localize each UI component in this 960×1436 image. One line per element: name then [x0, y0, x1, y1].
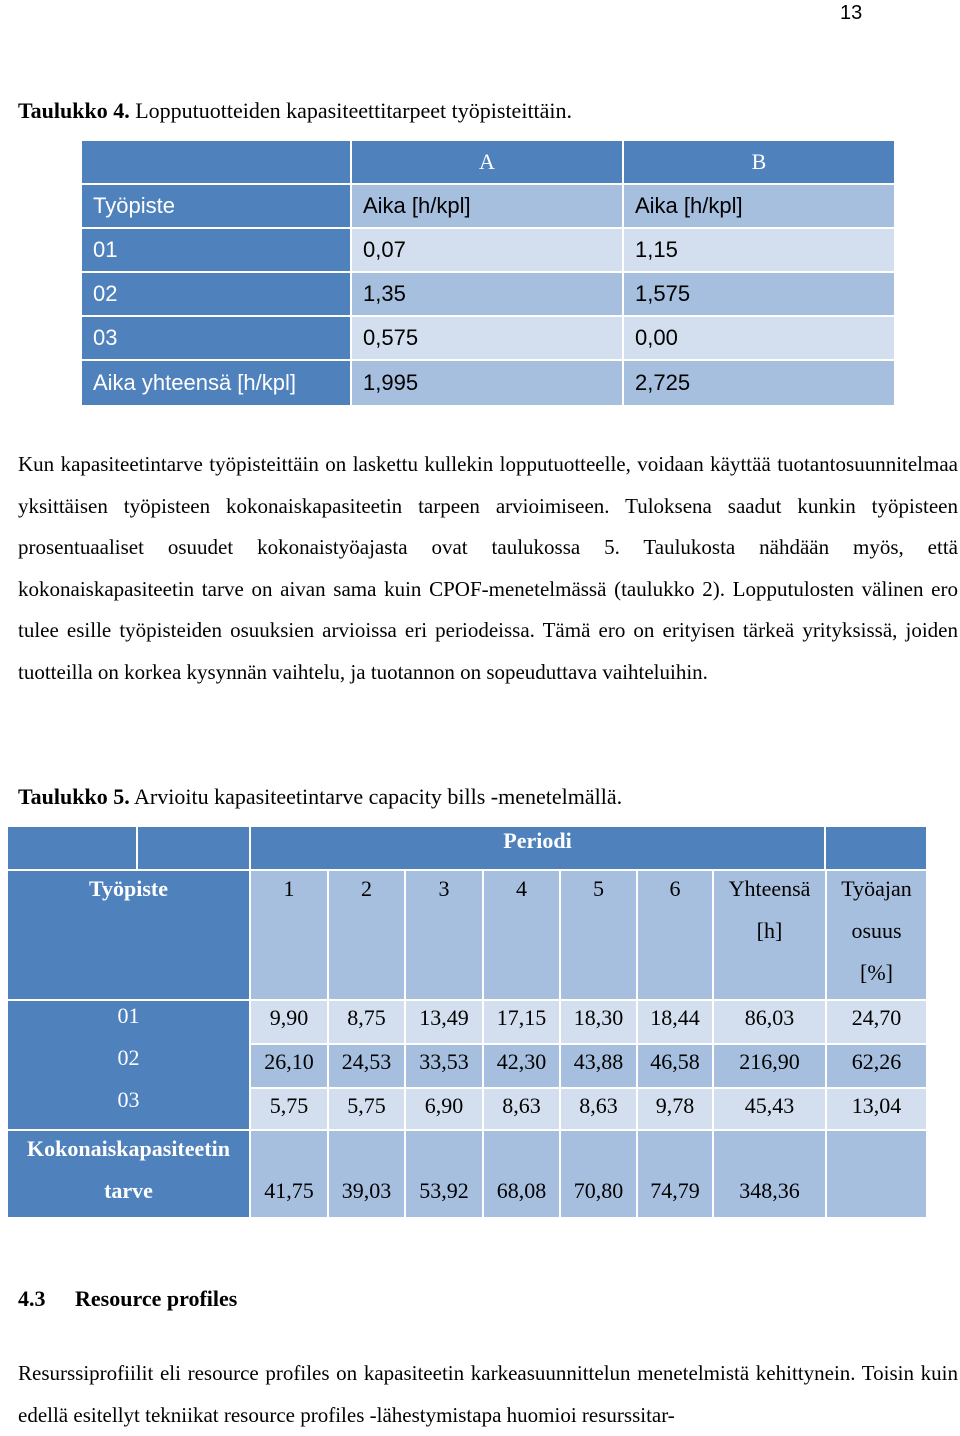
table5-cell — [406, 1045, 482, 1087]
period-header-cell — [406, 871, 482, 999]
table5-periodi-header — [251, 827, 824, 869]
total-value: 53,92 — [419, 1178, 469, 1203]
period-header-cell — [484, 871, 559, 999]
section-number: 4.3 — [18, 1286, 46, 1311]
period-number: 2 — [361, 876, 372, 901]
table5-total-cell — [484, 1131, 559, 1217]
cell-value: 6,90 — [424, 1093, 464, 1118]
share-label: osuus — [851, 918, 902, 943]
table5-cell — [714, 1001, 825, 1043]
table5-total-cell — [561, 1131, 636, 1217]
table5-cell — [329, 1089, 404, 1129]
table5-cell — [329, 1045, 404, 1087]
total-value: 70,80 — [573, 1178, 624, 1203]
table5-corner — [138, 827, 249, 869]
table5-total-cell-empty — [827, 1131, 926, 1217]
total-unit: [h] — [756, 918, 783, 943]
table5-cell — [484, 1089, 559, 1129]
cell-value: 45,43 — [744, 1093, 795, 1118]
table4-cell: 1,35 — [352, 273, 622, 315]
table5-cell — [638, 1045, 712, 1087]
row-label: 01 — [117, 1003, 140, 1028]
section-title: Resource profiles — [75, 1286, 238, 1311]
table5-total-cell — [329, 1131, 404, 1217]
table5-cell — [638, 1001, 712, 1043]
cell-value: 33,53 — [419, 1049, 469, 1074]
table4-col-a: A — [352, 141, 622, 183]
row-label: 03 — [117, 1087, 140, 1112]
table4-caption-label: Taulukko 4. — [18, 98, 130, 123]
total-label: Yhteensä — [728, 876, 811, 901]
table5-cell — [561, 1045, 636, 1087]
cell-value: 17,15 — [496, 1005, 547, 1030]
table4-cell: 0,07 — [352, 229, 622, 271]
table4-row-label: 02 — [82, 273, 350, 315]
table5-cell — [251, 1001, 327, 1043]
cell-value: 62,26 — [851, 1049, 902, 1074]
cell-value: 46,58 — [650, 1049, 700, 1074]
table4-cell: 1,995 — [352, 361, 622, 405]
table5-cell — [406, 1089, 482, 1129]
table4-caption-text: Lopputuotteiden kapasiteettitarpeet työpisteittäin. — [135, 98, 573, 123]
period-header-cell — [561, 871, 636, 999]
total-value: 39,03 — [341, 1178, 392, 1203]
table4-header-workstation: Työpiste — [82, 185, 350, 227]
cell-value: 9,78 — [655, 1093, 695, 1118]
table4-col-b: B — [624, 141, 894, 183]
table5-cell — [484, 1045, 559, 1087]
table5-cell — [638, 1089, 712, 1129]
periodi-label: Periodi — [503, 828, 572, 853]
cell-value: 8,63 — [579, 1093, 618, 1118]
table4-header-time-a: Aika [h/kpl] — [352, 185, 622, 227]
cell-value: 18,44 — [650, 1005, 700, 1030]
table4-row-label: 01 — [82, 229, 350, 271]
share-label: Työajan — [841, 876, 912, 901]
table5-cell — [561, 1089, 636, 1129]
cell-value: 43,88 — [573, 1049, 624, 1074]
cell-value: 24,53 — [341, 1049, 392, 1074]
total-value: 348,36 — [739, 1178, 800, 1203]
table4-cell: 1,575 — [624, 273, 894, 315]
period-number: 1 — [283, 876, 295, 901]
table5-total-header — [714, 871, 825, 999]
table4-cell: 2,725 — [624, 361, 894, 405]
cell-value: 18,30 — [573, 1005, 624, 1030]
table5-caption-label: Taulukko 5. — [18, 784, 130, 809]
table5-total-cell — [406, 1131, 482, 1217]
table5-total-cell — [638, 1131, 712, 1217]
period-number: 3 — [438, 876, 450, 901]
table4-header-time-b: Aika [h/kpl] — [624, 185, 894, 227]
period-header-cell — [638, 871, 712, 999]
table4-row-label: Aika yhteensä [h/kpl] — [82, 361, 350, 405]
table4-row-label: 03 — [82, 317, 350, 359]
table5-cell — [714, 1089, 825, 1129]
table5-cell — [484, 1001, 559, 1043]
period-header-cell — [251, 871, 327, 999]
table5-cell — [251, 1045, 327, 1087]
table5-caption — [18, 784, 622, 810]
total-value: 68,08 — [496, 1178, 547, 1203]
total-value: 74,79 — [650, 1178, 700, 1203]
table5-total-cell — [714, 1131, 825, 1217]
table5-corner — [8, 827, 136, 869]
table5-cell — [561, 1001, 636, 1043]
table5-share-header — [827, 871, 926, 999]
table5-cell — [827, 1089, 926, 1129]
cell-value: 26,10 — [264, 1049, 314, 1074]
table5-row-labels — [8, 1001, 249, 1129]
table5-cell — [406, 1001, 482, 1043]
cell-value: 42,30 — [496, 1049, 547, 1074]
period-number: 4 — [516, 876, 527, 901]
cell-value: 13,04 — [851, 1093, 902, 1118]
cell-value: 5,75 — [347, 1093, 386, 1118]
table4-caption — [18, 98, 572, 124]
section-heading — [18, 1286, 237, 1312]
cell-value: 216,90 — [739, 1049, 800, 1074]
table5-cell — [827, 1001, 926, 1043]
table4-cell: 0,00 — [624, 317, 894, 359]
table5-caption-text: Arvioitu kapasiteetintarve capacity bills -menetelmällä. — [134, 784, 623, 809]
table4-corner — [82, 141, 350, 183]
table5-cell — [329, 1001, 404, 1043]
total-capacity-label: Kokonaiskapasiteetin — [27, 1136, 230, 1161]
table5-corner — [826, 827, 926, 869]
cell-value: 86,03 — [744, 1005, 795, 1030]
cell-value: 13,49 — [419, 1005, 469, 1030]
cell-value: 24,70 — [851, 1005, 902, 1030]
cell-value: 8,63 — [502, 1093, 541, 1118]
page-number: 13 — [840, 2, 863, 24]
row-label: 02 — [117, 1045, 140, 1070]
cell-value: 5,75 — [269, 1093, 309, 1118]
total-capacity-label: tarve — [104, 1178, 153, 1203]
period-number: 6 — [669, 876, 681, 901]
table4-cell: 1,15 — [624, 229, 894, 271]
table5-cell — [714, 1045, 825, 1087]
table5-workstation-header — [8, 871, 249, 999]
workstation-label: Työpiste — [88, 876, 169, 901]
cell-value: 9,90 — [269, 1005, 309, 1030]
table5-cell — [827, 1045, 926, 1087]
period-header-cell — [329, 871, 404, 999]
table5-cell — [251, 1089, 327, 1129]
body-paragraph: Resurssiprofiilit eli resource profiles on kapasiteetin karkeasuunnittelun menetelmistä kehittynein. Toisin kuin edellä esitellyt tekniikat resource profiles -lähestymistapa huomioi resurssitar- — [18, 1361, 958, 1427]
body-paragraph: Kun kapasiteetintarve työpisteittäin on laskettu kullekin lopputuotteelle, voidaan käyttää tuotantosuunnitelmaa yksittäisen työpisteen kokonaiskapasiteetin tarpeen arvioimiseen. Tuloksena saadut kunkin työpisteen prosentuaaliset osuudet kokonaistyöajasta ovat taulukossa 5. Taulukosta nähdään myös, että kokonaiskapasiteetin tarve on aivan sama kuin CPOF-menetelmässä (taulukko 2). Lopputulosten välinen ero tulee esille työpisteiden osuuksien arvioissa eri periodeissa. Tämä ero on erityisen tärkeä yrityksissä, joiden tuotteilla on korkea kysynnän vaihtelu, ja tuotannon on sopeuduttava vaihteluihin. — [18, 452, 958, 684]
cell-value: 8,75 — [347, 1005, 386, 1030]
share-unit: [%] — [860, 960, 893, 985]
table4-cell: 0,575 — [352, 317, 622, 359]
table5-total-cell — [251, 1131, 327, 1217]
table5-total-label — [8, 1131, 249, 1217]
total-value: 41,75 — [264, 1178, 314, 1203]
period-number: 5 — [593, 876, 604, 901]
